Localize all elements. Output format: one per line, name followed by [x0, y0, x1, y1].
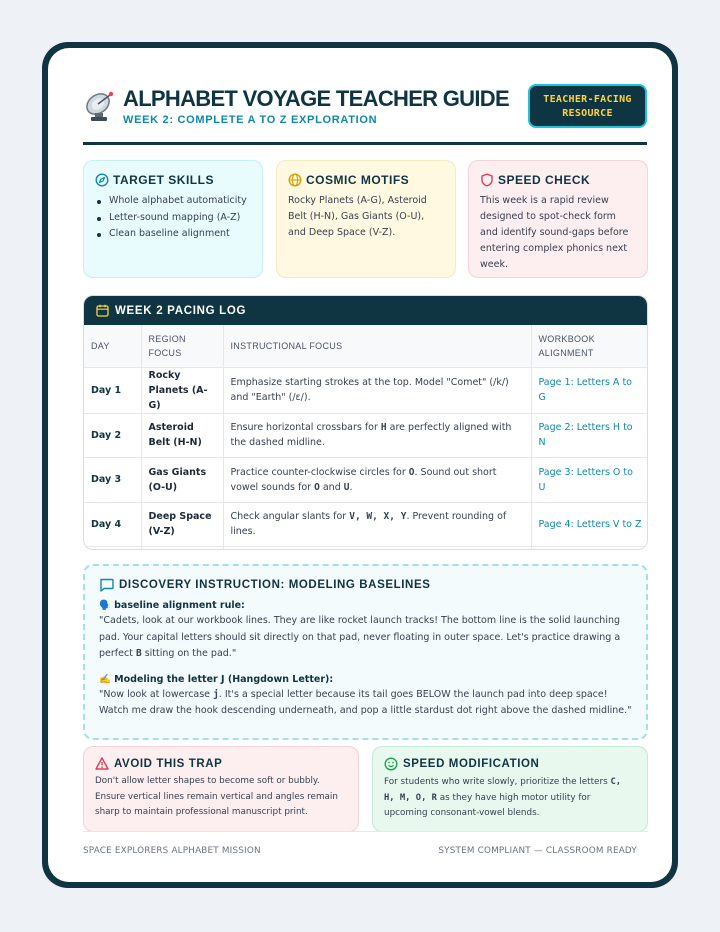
filler-cell — [223, 547, 531, 551]
focus-letter: U — [343, 481, 350, 493]
compass-icon — [95, 173, 109, 187]
discovery-heading — [99, 578, 632, 592]
target-skills-heading — [95, 173, 251, 187]
focus-text: . Prevent rounding of lines. — [230, 511, 507, 538]
focus-text: . Sound out short vowel sounds for — [230, 466, 497, 493]
workbook-cell: Page 4: Letters V to Z — [531, 502, 648, 547]
focus-text: are perfectly aligned with the dashed midline. — [230, 422, 512, 449]
target-skills-title: TARGET SKILLS — [113, 173, 214, 187]
pacing-log-title: WEEK 2 PACING LOG — [115, 304, 247, 317]
quote-letter: j — [213, 688, 219, 700]
workbook-cell: Page 3: Letters O to U — [531, 458, 648, 503]
speed-check-title: SPEED CHECK — [498, 173, 591, 187]
modeling-quote — [99, 687, 632, 720]
badge-line-1: TEACHER-FACING — [543, 94, 632, 105]
badge-line-2: RESOURCE — [562, 108, 613, 119]
filler-cell — [531, 547, 648, 551]
focus-text: Emphasize starting strokes at the top. Model "Comet" (/k/) and "Earth" (/ɛ/). — [230, 377, 509, 403]
focus-text: and — [319, 481, 344, 493]
focus-text: Practice counter-clockwise circles for — [230, 466, 409, 478]
list-item: Letter-sound mapping (A-Z) — [95, 210, 251, 227]
modeling-heading: ✍️ Modeling the letter J (Hangdown Letter): — [99, 673, 334, 685]
speed-check-card — [468, 160, 648, 278]
quote-letter: B — [135, 648, 142, 659]
filler-cell — [84, 547, 141, 551]
table-filler-row — [84, 547, 648, 551]
quote-text: "Cadets, look at our workbook lines. They are like rocket launch tracks! The bottom line is the solid launching pad. Your capital letters should sit directly on that pad, never floating in outer space. Let's practice drawing a perfect — [99, 615, 621, 659]
avoid-trap-heading — [95, 757, 347, 770]
speed-letters: C, H, M, O, R — [384, 777, 622, 803]
page-subtitle: WEEK 2: COMPLETE A TO Z EXPLORATION — [123, 114, 378, 126]
footer-right: SYSTEM COMPLIANT — CLASSROOM READY — [438, 846, 637, 856]
target-skills-list — [95, 193, 251, 243]
pacing-log — [83, 295, 648, 550]
page-title: ALPHABET VOYAGE TEACHER GUIDE — [123, 86, 509, 111]
pacing-table — [84, 325, 648, 550]
day-cell: Day 1 — [84, 367, 141, 413]
quote-text: "Now look at lowercase — [99, 688, 214, 700]
table-row — [84, 502, 648, 547]
header — [83, 84, 647, 144]
table-header-row — [84, 325, 648, 367]
baseline-rule-quote — [99, 613, 632, 663]
satellite-dish-icon — [83, 88, 119, 124]
footer-divider — [83, 831, 648, 832]
teacher-facing-badge — [528, 84, 647, 128]
table-row — [84, 458, 648, 503]
workbook-cell: Page 1: Letters A to G — [531, 367, 648, 413]
focus-letter: O — [408, 466, 415, 478]
footer-left: SPACE EXPLORERS ALPHABET MISSION — [83, 846, 261, 856]
cosmic-motifs-title: COSMIC MOTIFS — [306, 173, 410, 187]
smiley-icon — [384, 757, 398, 771]
focus-cell — [223, 367, 531, 413]
cosmic-motifs-text: Rocky Planets (A-G), Asteroid Belt (H-N), Gas Giants (O-U), and Deep Space (V-Z). — [288, 195, 427, 238]
day-cell: Day 2 — [84, 413, 141, 458]
focus-cell — [223, 458, 531, 503]
warning-triangle-icon — [95, 757, 109, 770]
baseline-rule-heading: 🗣️ baseline alignment rule: — [99, 600, 245, 611]
table-row — [84, 413, 648, 458]
column-header-focus: INSTRUCTIONAL FOCUS — [223, 325, 531, 367]
pacing-log-header — [84, 296, 647, 325]
focus-text: Check angular slants for — [230, 511, 350, 523]
region-cell: Deep Space (V-Z) — [141, 502, 223, 547]
table-row — [84, 367, 648, 413]
speed-modification-text — [384, 775, 636, 822]
focus-letter: O — [314, 481, 320, 493]
focus-letter: V, W, X, Y — [349, 511, 407, 523]
column-header-day: DAY — [84, 325, 141, 367]
chat-bubble-icon — [99, 578, 114, 592]
focus-text: Ensure horizontal crossbars for — [230, 422, 381, 434]
speed-check-text: This week is a rapid review designed to spot-check form and identify sound-gaps before entering complex phonics next week. — [480, 195, 629, 270]
shield-icon — [480, 173, 494, 187]
day-cell: Day 3 — [84, 458, 141, 503]
speed-text: For students who write slowly, prioritize the letters — [384, 777, 611, 787]
column-header-region: REGION FOCUS — [141, 325, 223, 367]
discovery-title: DISCOVERY INSTRUCTION: MODELING BASELINES — [119, 579, 431, 591]
region-cell: Rocky Planets (A-G) — [141, 367, 223, 413]
speed-modification-card — [372, 746, 648, 832]
region-cell: Asteroid Belt (H-N) — [141, 413, 223, 458]
focus-letter: H — [380, 422, 387, 434]
document-page — [48, 48, 672, 882]
speed-text: as they have high motor utility for upcoming consonant-vowel blends. — [384, 792, 591, 818]
focus-cell — [223, 413, 531, 458]
page-frame — [42, 42, 678, 888]
workbook-cell: Page 2: Letters H to N — [531, 413, 648, 458]
header-divider — [83, 142, 647, 145]
speed-modification-title: SPEED MODIFICATION — [403, 758, 540, 770]
list-item: Whole alphabet automaticity — [95, 193, 251, 210]
discovery-instruction-panel — [83, 564, 648, 740]
speed-check-heading — [480, 173, 636, 187]
cosmic-motifs-card — [276, 160, 456, 278]
focus-cell — [223, 502, 531, 547]
quote-text: sitting on the pad." — [141, 648, 237, 659]
globe-icon — [288, 173, 302, 187]
avoid-trap-card — [83, 746, 359, 832]
target-skills-card — [83, 160, 263, 278]
avoid-trap-title: AVOID THIS TRAP — [114, 757, 223, 770]
cosmic-motifs-heading — [288, 173, 444, 187]
calendar-icon — [96, 304, 109, 317]
column-header-workbook: WORKBOOK ALIGNMENT — [531, 325, 648, 367]
region-cell: Gas Giants (O-U) — [141, 458, 223, 503]
day-cell: Day 4 — [84, 502, 141, 547]
speed-modification-heading — [384, 757, 636, 771]
list-item: Clean baseline alignment — [95, 226, 251, 243]
quote-text: . It's a special letter because its tail goes BELOW the launch pad into deep space! Watch me draw the hook descending underneath, and pop a little stardust dot right above the dashed midline." — [99, 688, 632, 716]
focus-text: . — [349, 481, 353, 493]
filler-cell — [141, 547, 223, 551]
avoid-trap-text: Don't allow letter shapes to become soft or bubbly. Ensure vertical lines remain vertical and angles remain sharp to maintain professional manuscript print. — [95, 776, 338, 817]
